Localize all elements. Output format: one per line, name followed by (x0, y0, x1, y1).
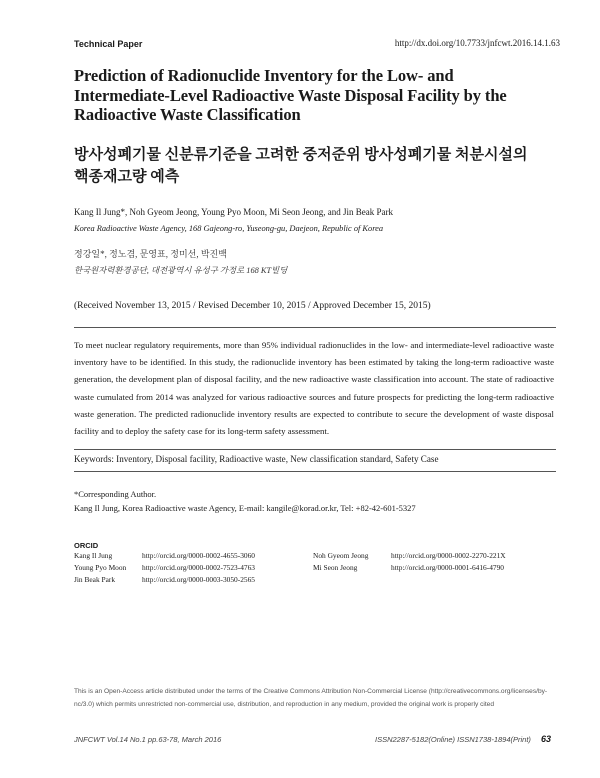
authors-korean: 정강일*, 정노겸, 문영표, 정미선, 박진백 (74, 249, 227, 259)
divider-bottom (74, 471, 556, 472)
license-notice: This is an Open-Access article distributed under the terms of the Creative Commons Attribution Non-Commercial License (http://creativecommons.org/licenses/by-nc/3.0) which permits unrestricted non-commercial use, distribution, and reproduction in any medium, provided the original work is properly cited (74, 688, 548, 708)
corresponding-label: *Corresponding Author. (74, 489, 157, 499)
orcid-link[interactable]: http://orcid.org/0000-0002-7523-4763 (142, 563, 255, 572)
divider-mid (74, 449, 556, 450)
authors-english: Kang Il Jung*, Noh Gyeom Jeong, Young Pyo Moon, Mi Seon Jeong, and Jin Beak Park (74, 207, 393, 217)
affiliation-english: Korea Radioactive Waste Agency, 168 Gajeong-ro, Yuseong-gu, Daejeon, Republic of Korea (74, 224, 384, 233)
orcid-link[interactable]: http://orcid.org/0000-0002-2270-221X (391, 551, 506, 560)
title-korean: 방사성폐기물 신분류기준을 고려한 중저준위 방사성폐기물 처분시설의 핵종재고량 예측 (74, 147, 528, 185)
page-number: 63 (541, 734, 552, 744)
title-english: Prediction of Radionuclide Inventory for the Low- and Intermediate-Level Radioactive Waste Disposal Facility by the Radioactive Waste Classification (74, 66, 507, 124)
paper-type-label: Technical Paper (74, 39, 143, 49)
orcid-name: Noh Gyeom Jeong (313, 551, 369, 560)
footer-journal: JNFCWT Vol.14 No.1 pp.63-78, March 2016 (74, 735, 222, 744)
orcid-name: Jin Beak Park (74, 575, 116, 584)
doi-link[interactable]: http://dx.doi.org/10.7733/jnfcwt.2016.14.1.63 (394, 38, 560, 48)
abstract-text: To meet nuclear regulatory requirements, more than 95% individual radionuclides in the low- and intermediate-level radioactive waste inventory have to be identified. In this study, the radionuclide inventory has been estimated by taking the long-term radioactive waste generation, the development plan of disposal facility, and the new radioactive waste classification into account. The state of radioactive waste cumulated from 2014 was analyzed for various radioactive sources and future prospects for predicting the long-term radioactive waste generation. The predicted radionuclide inventory results are expected to contribute to secure the development of waste disposal facility and to deploy the safety case for its long-term safety assessment. (74, 340, 554, 437)
orcid-name: Mi Seon Jeong (313, 563, 358, 572)
orcid-name: Young Pyo Moon (74, 563, 127, 572)
corresponding-author (74, 488, 416, 516)
footer-issn: ISSN2287-5182(Online) ISSN1738-1894(Print) (375, 735, 531, 744)
orcid-title: ORCID (74, 541, 99, 550)
received-dates: (Received November 13, 2015 / Revised December 10, 2015 / Approved December 15, 2015) (74, 301, 431, 311)
orcid-link[interactable]: http://orcid.org/0000-0002-4655-3060 (142, 551, 255, 560)
affiliation-korean: 한국원자력환경공단, 대전광역시 유성구 가정로 168 KT빌딩 (74, 266, 288, 275)
keywords-line: Keywords: Inventory, Disposal facility, Radioactive waste, New classification standard, Safety Case (74, 454, 439, 464)
corresponding-detail: Kang Il Jung, Korea Radioactive waste Agency, E-mail: kangile@korad.or.kr, Tel: +82-42-601-5327 (74, 502, 416, 513)
divider-top (74, 327, 556, 328)
orcid-link[interactable]: http://orcid.org/0000-0001-6416-4790 (391, 563, 504, 572)
orcid-name: Kang Il Jung (74, 551, 113, 560)
orcid-link[interactable]: http://orcid.org/0000-0003-3050-2565 (142, 575, 255, 584)
